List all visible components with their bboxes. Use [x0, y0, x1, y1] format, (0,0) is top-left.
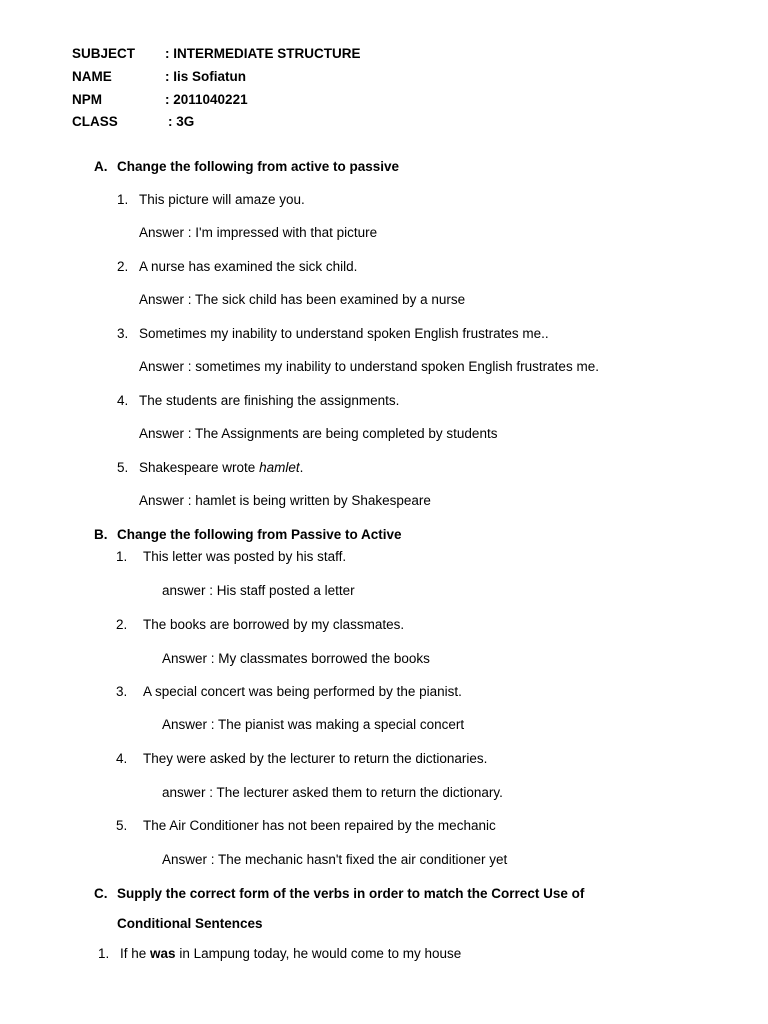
section-c-title-line1: Supply the correct form of the verbs in order to match the Correct Use of — [117, 886, 585, 901]
a-item-5-question-post: . — [299, 460, 304, 475]
name-label: NAME — [72, 69, 112, 84]
b-item-3-answer: Answer : The pianist was making a special concert — [162, 717, 465, 732]
section-c-title-line2: Conditional Sentences — [117, 916, 263, 931]
b-item-2-answer: Answer : My classmates borrowed the books — [162, 651, 430, 666]
section-b-letter: B. — [94, 527, 108, 542]
c-item-1-bold-verb: was — [150, 946, 176, 961]
b-item-5-question: The Air Conditioner has not been repaired by the mechanic — [143, 818, 496, 833]
a-item-5-question-pre: Shakespeare wrote — [139, 460, 260, 475]
a-item-3-answer: Answer : sometimes my inability to understand spoken English frustrates me. — [139, 359, 599, 374]
a-item-4-question: The students are finishing the assignments. — [139, 393, 400, 408]
a-item-3-question: Sometimes my inability to understand spoken English frustrates me.. — [139, 326, 549, 341]
a-item-5-number: 5. — [117, 460, 129, 475]
b-item-1-number: 1. — [116, 549, 128, 564]
class-value: : 3G — [168, 114, 195, 129]
b-item-2-question: The books are borrowed by my classmates. — [143, 617, 405, 632]
b-item-3-question: A special concert was being performed by the pianist. — [143, 684, 462, 699]
b-item-4-question: They were asked by the lecturer to return the dictionaries. — [143, 751, 488, 766]
a-item-5-question — [139, 460, 303, 476]
a-item-5-question-italic: hamlet — [259, 460, 300, 475]
b-item-1-answer: answer : His staff posted a letter — [162, 583, 355, 598]
c-item-1-number: 1. — [98, 946, 110, 961]
c-item-1-pre: If he — [120, 946, 151, 961]
a-item-1-question: This picture will amaze you. — [139, 192, 305, 207]
subject-label: SUBJECT — [72, 46, 136, 61]
b-item-2-number: 2. — [116, 617, 128, 632]
name-value: : Iis Sofiatun — [165, 69, 246, 84]
section-a-title: Change the following from active to passive — [117, 159, 400, 174]
section-b-title: Change the following from Passive to Active — [117, 527, 402, 542]
b-item-5-answer: Answer : The mechanic hasn't fixed the air conditioner yet — [162, 852, 508, 867]
class-label: CLASS — [72, 114, 118, 129]
a-item-1-number: 1. — [117, 192, 129, 207]
a-item-2-answer: Answer : The sick child has been examined by a nurse — [139, 292, 466, 307]
a-item-5-answer: Answer : hamlet is being written by Shakespeare — [139, 493, 431, 508]
subject-value: : INTERMEDIATE STRUCTURE — [165, 46, 361, 61]
c-item-1-post: in Lampung today, he would come to my house — [175, 946, 462, 961]
b-item-3-number: 3. — [116, 684, 128, 699]
b-item-5-number: 5. — [116, 818, 128, 833]
a-item-3-number: 3. — [117, 326, 129, 341]
a-item-1-answer: Answer : I'm impressed with that picture — [139, 225, 378, 240]
section-c-letter: C. — [94, 886, 108, 901]
section-a-letter: A. — [94, 159, 108, 174]
npm-label: NPM — [72, 92, 102, 107]
a-item-2-number: 2. — [117, 259, 129, 274]
c-item-1-sentence — [120, 946, 461, 962]
b-item-4-answer: answer : The lecturer asked them to return the dictionary. — [162, 785, 503, 800]
a-item-4-number: 4. — [117, 393, 129, 408]
a-item-4-answer: Answer : The Assignments are being completed by students — [139, 426, 498, 441]
b-item-4-number: 4. — [116, 751, 128, 766]
a-item-2-question: A nurse has examined the sick child. — [139, 259, 358, 274]
npm-value: : 2011040221 — [165, 92, 248, 107]
b-item-1-question: This letter was posted by his staff. — [143, 549, 347, 564]
